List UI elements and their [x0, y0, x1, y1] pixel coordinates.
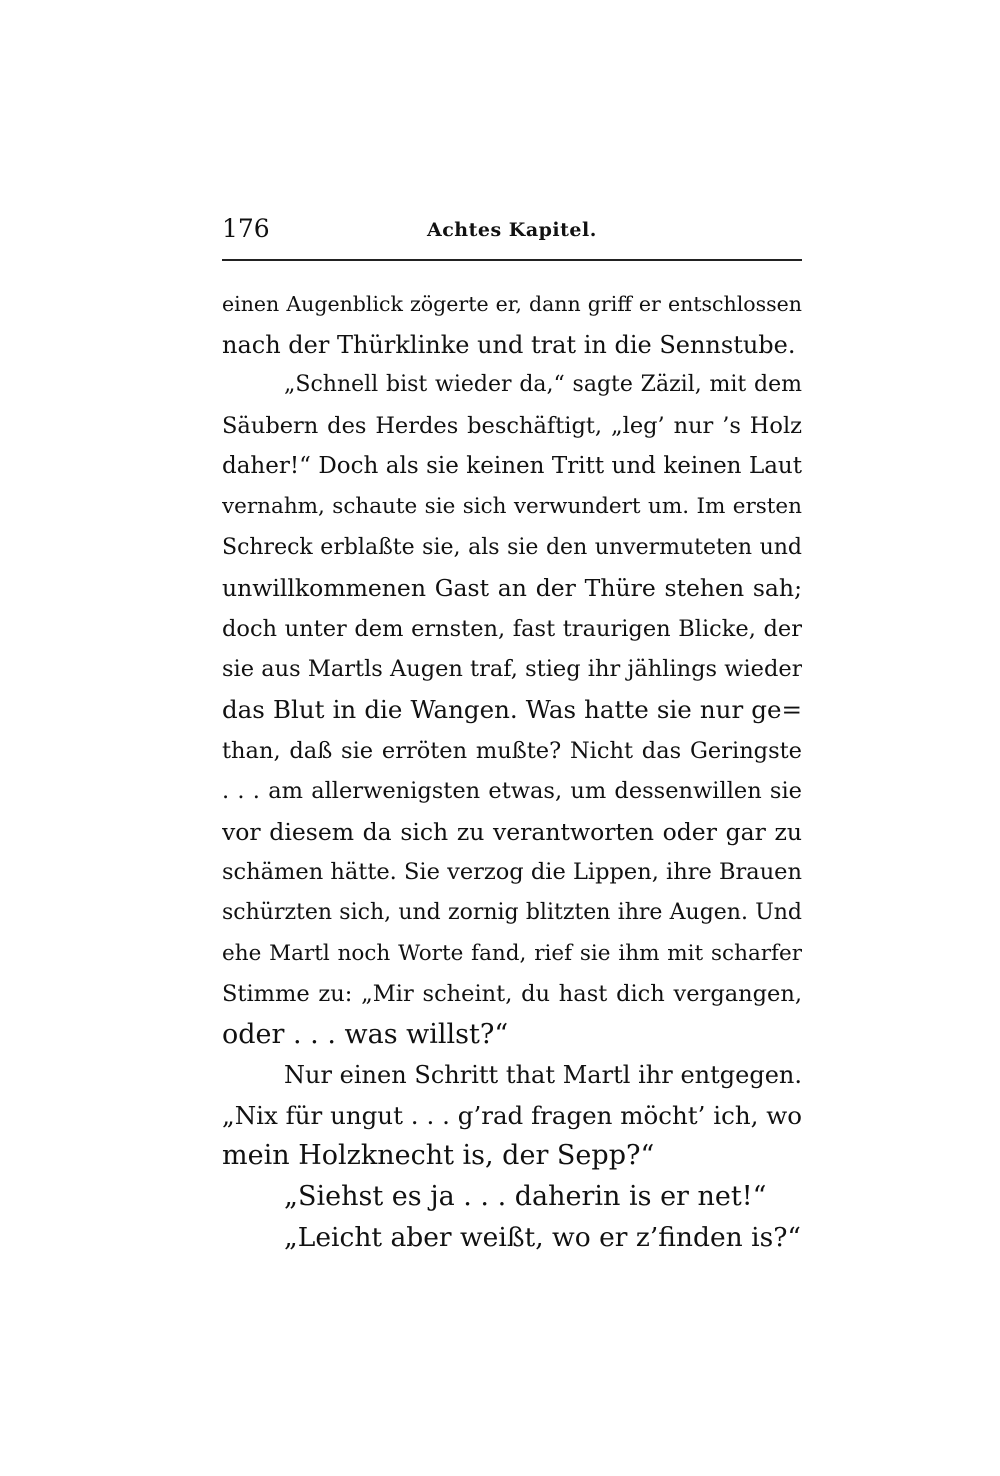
text-line: Nur einen Schritt that Martl ihr entgegen. [284, 1061, 802, 1090]
text-line: vor diesem da sich zu verantworten oder gar zu [222, 817, 802, 846]
text-line: einen Augenblick zögerte er, dann griff er entschlossen [222, 292, 802, 316]
body-text [222, 284, 802, 1258]
text-line: . . . am allerwenigsten etwas, um dessenwillen sie [222, 778, 802, 805]
text-line: vernahm, schaute sie sich verwundert um. Im ersten [222, 493, 802, 519]
text-line: Säubern des Herdes beschäftigt, „leg’ nur ’s Holz [222, 412, 802, 439]
text-line: ehe Martl noch Worte fand, rief sie ihm mit scharfer [222, 940, 802, 966]
text-line: schürzten sich, und zornig blitzten ihre Augen. Und [222, 899, 802, 925]
header-rule [222, 259, 802, 261]
page-header [222, 214, 802, 250]
page-number: 176 [222, 214, 270, 243]
text-line: „Leicht aber weißt, wo er z’finden is?“ [284, 1221, 801, 1253]
text-line: nach der Thürklinke und trat in die Sennstube. [222, 330, 796, 359]
text-line: unwillkommenen Gast an der Thüre stehen sah; [222, 574, 802, 603]
text-line: mein Holzknecht is, der Sepp?“ [222, 1140, 655, 1172]
text-line: oder . . . was willst?“ [222, 1018, 509, 1050]
text-line: „Schnell bist wieder da,“ sagte Zäzil, mit dem [284, 372, 802, 398]
text-line: „Siehst es ja . . . daherin is er net!“ [284, 1181, 767, 1213]
text-line: schämen hätte. Sie verzog die Lippen, ihre Brauen [222, 859, 802, 886]
text-line: doch unter dem ernsten, fast traurigen Blicke, der [222, 615, 802, 642]
text-line: „Nix für ungut . . . g’rad fragen möcht’ ich, wo [222, 1100, 802, 1130]
running-head: Achtes Kapitel. [427, 219, 597, 241]
text-line: than, daß sie erröten mußte? Nicht das Geringste [222, 737, 802, 764]
text-line: Schreck erblaßte sie, als sie den unvermuteten und [222, 534, 802, 560]
text-line: Stimme zu: „Mir scheint, du hast dich vergangen, [222, 981, 802, 1008]
text-line: sie aus Martls Augen traf, stieg ihr jählings wieder [222, 656, 802, 683]
text-line: daher!“ Doch als sie keinen Tritt und keinen Laut [222, 453, 802, 480]
text-line: das Blut in die Wangen. Was hatte sie nur ge= [222, 694, 802, 724]
